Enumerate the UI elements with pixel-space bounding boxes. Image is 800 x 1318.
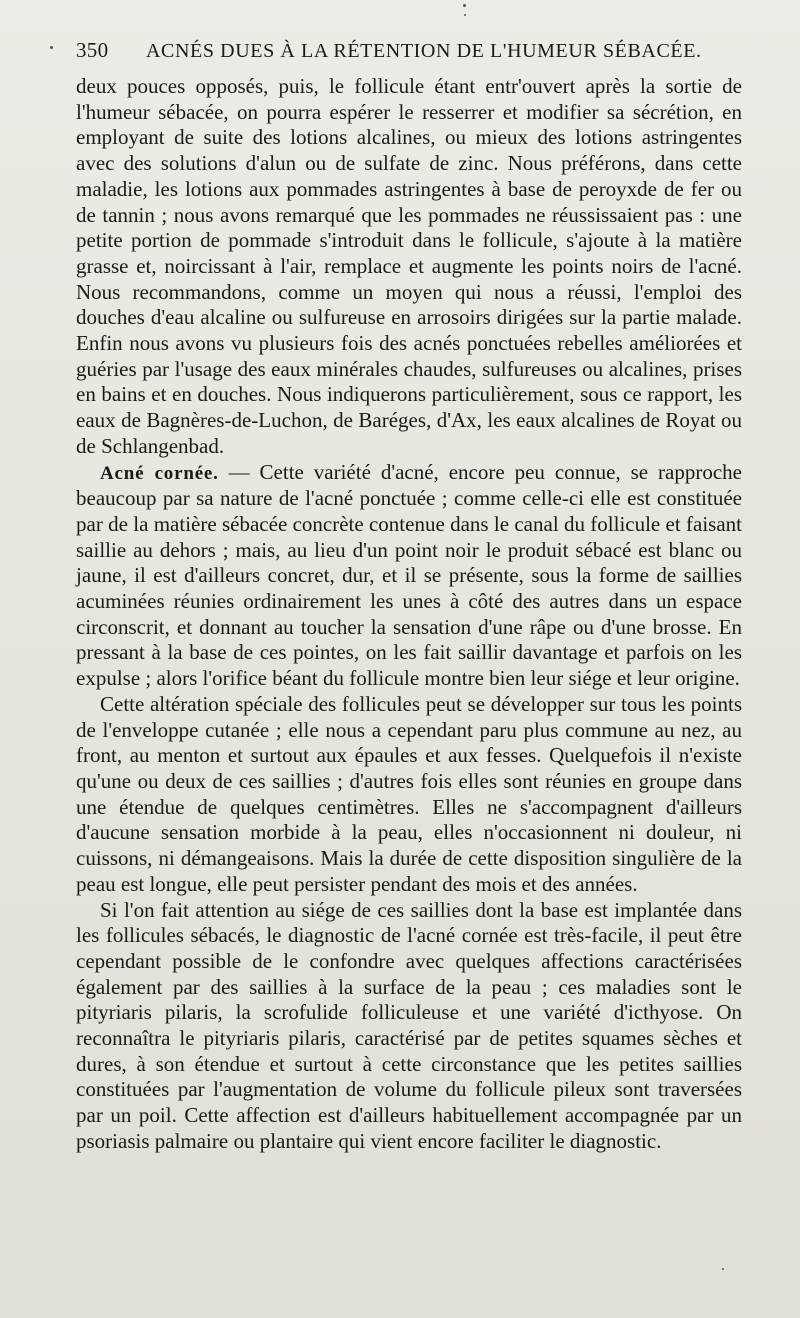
page-header [76, 38, 726, 63]
running-title: ACNÉS DUES À LA RÉTENTION DE L'HUMEUR SÉBACÉE. [146, 40, 702, 62]
ink-speck [463, 4, 466, 7]
heading-dash: — [218, 459, 260, 484]
paragraph: Si l'on fait attention au siége de ces saillies dont la base est implantée dans les follicules sébacés, le diagnostic de l'acné cornée est très-facile, il peut être cependant possible de le confondre avec quelques affections caractérisées également par des saillies à la surface de la peau ; ces maladies sont le pityriaris pilaris, la scrofulide folliculeuse et une variété d'icthyose. On reconnaîtra le pityriaris pilaris, caractérisé par de petites squames sèches et dures, à son étendue et surtout à cette circonstance que les petites saillies constituées par l'augmentation de volume du follicule pileux sont traversées par un poil. Cette affection est d'ailleurs habituellement accompagnée par un psoriasis palmaire ou plantaire qui vient encore faciliter le diagnostic. [76, 897, 742, 1153]
ink-speck [722, 1268, 724, 1270]
section-heading: Acné cornée. [100, 462, 219, 484]
page-number: 350 [76, 38, 109, 62]
body-text [76, 74, 742, 1155]
ink-speck [50, 46, 53, 49]
paragraph: deux pouces opposés, puis, le follicule étant entr'ouvert après la sortie de l'humeur sébacée, on pourra espérer le resserrer et modifier sa sécrétion, en employant de suite des lotions alcalines, ou mieux des lotions astringentes avec des solutions d'alun ou de sulfate de zinc. Nous préférons, dans cette maladie, les lotions aux pommades astringentes à base de peroyxde de fer ou de tannin ; nous avons remarqué que les pommades ne réussissaient pas : une petite portion de pommade s'introduit dans le follicule, s'ajoute à la matière grasse et, noircissant à l'air, remplace et augmente les points noirs de l'acné. Nous recommandons, comme un moyen qui nous a réussi, l'emploi des douches d'eau alcaline ou sulfureuse en arrosoirs dirigées sur la partie malade. Enfin nous avons vu plusieurs fois des acnés ponctuées rebelles améliorées et guéries par l'usage des eaux minérales chaudes, sulfureuses ou alcalines, prises en bains et en douches. Nous indiquerons particulièrement, sous ce rapport, les eaux de Bagnères-de-Luchon, de Baréges, d'Ax, les eaux alcalines de Royat ou de Schlangenbad. [76, 74, 742, 458]
paragraph-text: Cette variété d'acné, encore peu connue, se rapproche beaucoup par sa nature de l'acné ponctuée ; comme celle-ci elle est constituée par de la matière sébacée concrète contenue dans le canal du follicule et faisant saillie au dehors ; mais, au lieu d'un point noir le produit sébacé est blanc ou jaune, il est d'ailleurs concret, dur, et il se présente, sous la forme de saillies acuminées réunies ordinairement les unes à côté des autres dans un espace circonscrit, et donnant au toucher la sensation d'une râpe ou d'une brosse. En pressant à la base de ces pointes, on les fait saillir davantage et parfois on les expulse ; alors l'orifice béant du follicule montre bien leur siége et leur origine. [76, 459, 742, 691]
paragraph [76, 460, 742, 692]
paragraph: Cette altération spéciale des follicules peut se développer sur tous les points de l'enveloppe cutanée ; elle nous a cependant paru plus commune au nez, au front, au menton et surtout aux épaules et aux fesses. Quelquefois il n'existe qu'une ou deux de ces saillies ; d'autres fois elles sont réunies en groupe dans une étendue de quelques centimètres. Elles ne s'accompagnent d'ailleurs d'aucune sensation morbide à la peau, elles n'occasionnent ni douleur, ni cuissons, ni démangeaisons. Mais la durée de cette disposition singulière de la peau est longue, elle peut persister pendant des mois et des années. [76, 691, 742, 896]
ink-speck [464, 14, 466, 16]
